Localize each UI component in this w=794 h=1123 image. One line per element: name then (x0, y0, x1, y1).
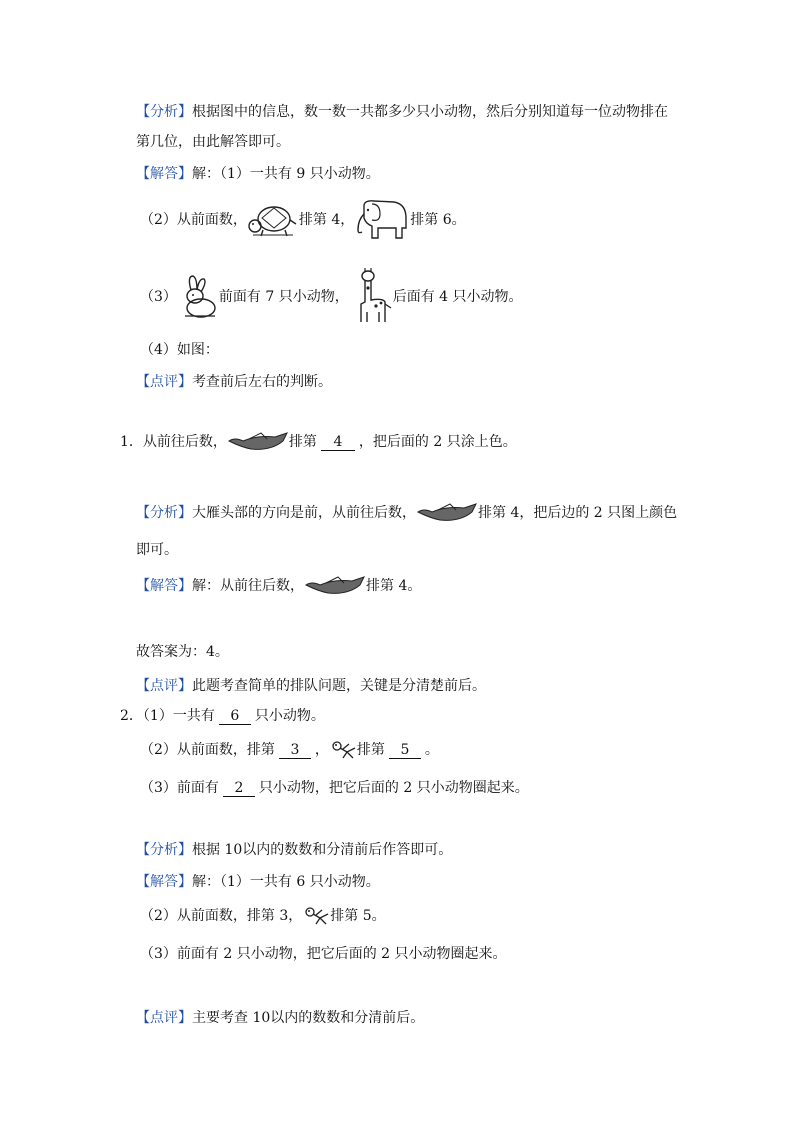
question-1-blank: 4 (321, 434, 355, 451)
q1-answer-text: 解：从前往后数， (192, 578, 304, 594)
question-2-part-1: （1）一共有 (142, 708, 215, 724)
elephant-icon (354, 198, 410, 242)
question-2-number: 2． (120, 708, 143, 724)
comment-tag: 【点评】 (136, 678, 192, 694)
answer-3-prefix: （3） (140, 289, 177, 305)
q2-comment (136, 1008, 424, 1028)
comment-text: 主要考查 10以内的数数和分清前后。 (192, 1010, 425, 1026)
analysis-text: 根据图中的信息，数一数一共都多少只小动物，然后分别知道每一位动物排在 (192, 104, 668, 120)
turtle-icon (247, 200, 299, 240)
giraffe-icon (349, 268, 393, 326)
answer-line-1: 解：（1）一共有 9 只小动物。 (192, 166, 380, 182)
question-2-part-2 (140, 740, 439, 760)
answer-line-4: （4）如图： (140, 342, 219, 358)
q1-answer-suffix: 排第 4。 (366, 578, 422, 594)
question-2-part-3 (140, 778, 529, 798)
question-2-part-1-end: 只小动物。 (254, 708, 325, 724)
q2-answer-2 (140, 906, 386, 926)
q1-analysis-text-2: 排第 4，把后边的 2 只图上颜色 (478, 505, 678, 521)
analysis-tag: 【分析】 (136, 505, 192, 521)
answer-paragraph (136, 164, 380, 184)
answer-tag: 【解答】 (136, 166, 192, 182)
question-1-order-label: 排第 (288, 434, 317, 450)
q1-analysis-text: 大雁头部的方向是前，从前往后数， (192, 505, 416, 521)
q2-comma: ， (314, 742, 329, 758)
q1-answer (136, 572, 421, 600)
comment-paragraph (136, 372, 332, 392)
q2-part-2-end: 。 (424, 742, 439, 758)
q2-analysis-text: 根据 10以内的数数和分清前后作答即可。 (192, 842, 453, 858)
answer-2-middle: 排第 4， (298, 212, 355, 228)
goose-icon (227, 431, 289, 453)
q2-part-2-order: 排第 (356, 742, 385, 758)
analysis-continuation: 第几位，由此解答即可。 (136, 134, 290, 150)
q2-answer-1: 解：（1）一共有 6 只小动物。 (192, 874, 380, 890)
answer-2-prefix: （2）从前面数， (140, 212, 247, 228)
answer-line-3 (140, 268, 523, 326)
q1-analysis-continuation: 即可。 (136, 542, 178, 558)
analysis-tag: 【分析】 (136, 104, 192, 120)
answer-tag: 【解答】 (136, 578, 192, 594)
answer-2-suffix: 排第 6。 (410, 212, 466, 228)
question-1-number: 1． (120, 434, 143, 450)
question-1 (120, 428, 517, 456)
question-2 (120, 706, 325, 726)
comment-text: 此题考查简单的排队问题，关键是分清楚前后。 (192, 678, 486, 694)
runner-icon (302, 906, 330, 926)
rabbit-icon (177, 274, 219, 320)
answer-line-2 (140, 198, 466, 242)
q2-part-3-text: （3）前面有 (140, 780, 219, 796)
q2-part-2-text: （2）从前面数，排第 (140, 742, 275, 758)
question-2-blank-2: 3 (279, 742, 311, 759)
q1-analysis (136, 498, 677, 528)
q1-comment (136, 676, 486, 696)
goose-icon (304, 575, 366, 597)
q2-answer-2-end: 排第 5。 (330, 908, 386, 924)
question-1-instruction: ，把后面的 2 只涂上色。 (358, 434, 517, 450)
q2-answer (136, 872, 380, 892)
question-2-blank-1: 6 (219, 708, 251, 725)
analysis-paragraph (136, 102, 668, 122)
comment-tag: 【点评】 (136, 1010, 192, 1026)
q2-analysis (136, 840, 452, 860)
goose-icon (416, 502, 478, 524)
q2-answer-2-text: （2）从前面数，排第 3， (140, 908, 303, 924)
q2-answer-3: （3）前面有 2 只小动物，把它后面的 2 只小动物圈起来。 (140, 946, 507, 962)
q2-part-3-end: 只小动物，把它后面的 2 只小动物圈起来。 (258, 780, 529, 796)
comment-text: 考查前后左右的判断。 (192, 374, 332, 390)
comment-tag: 【点评】 (136, 374, 192, 390)
question-1-text: 从前往后数， (142, 434, 227, 450)
q1-result: 故答案为：4。 (136, 644, 229, 660)
answer-3-middle: 前面有 7 只小动物， (218, 289, 349, 305)
runner-icon (329, 740, 357, 760)
analysis-tag: 【分析】 (136, 842, 192, 858)
answer-tag: 【解答】 (136, 874, 192, 890)
question-2-blank-4: 2 (223, 780, 255, 797)
question-2-blank-3: 5 (389, 742, 421, 759)
answer-3-suffix: 后面有 4 只小动物。 (392, 289, 523, 305)
